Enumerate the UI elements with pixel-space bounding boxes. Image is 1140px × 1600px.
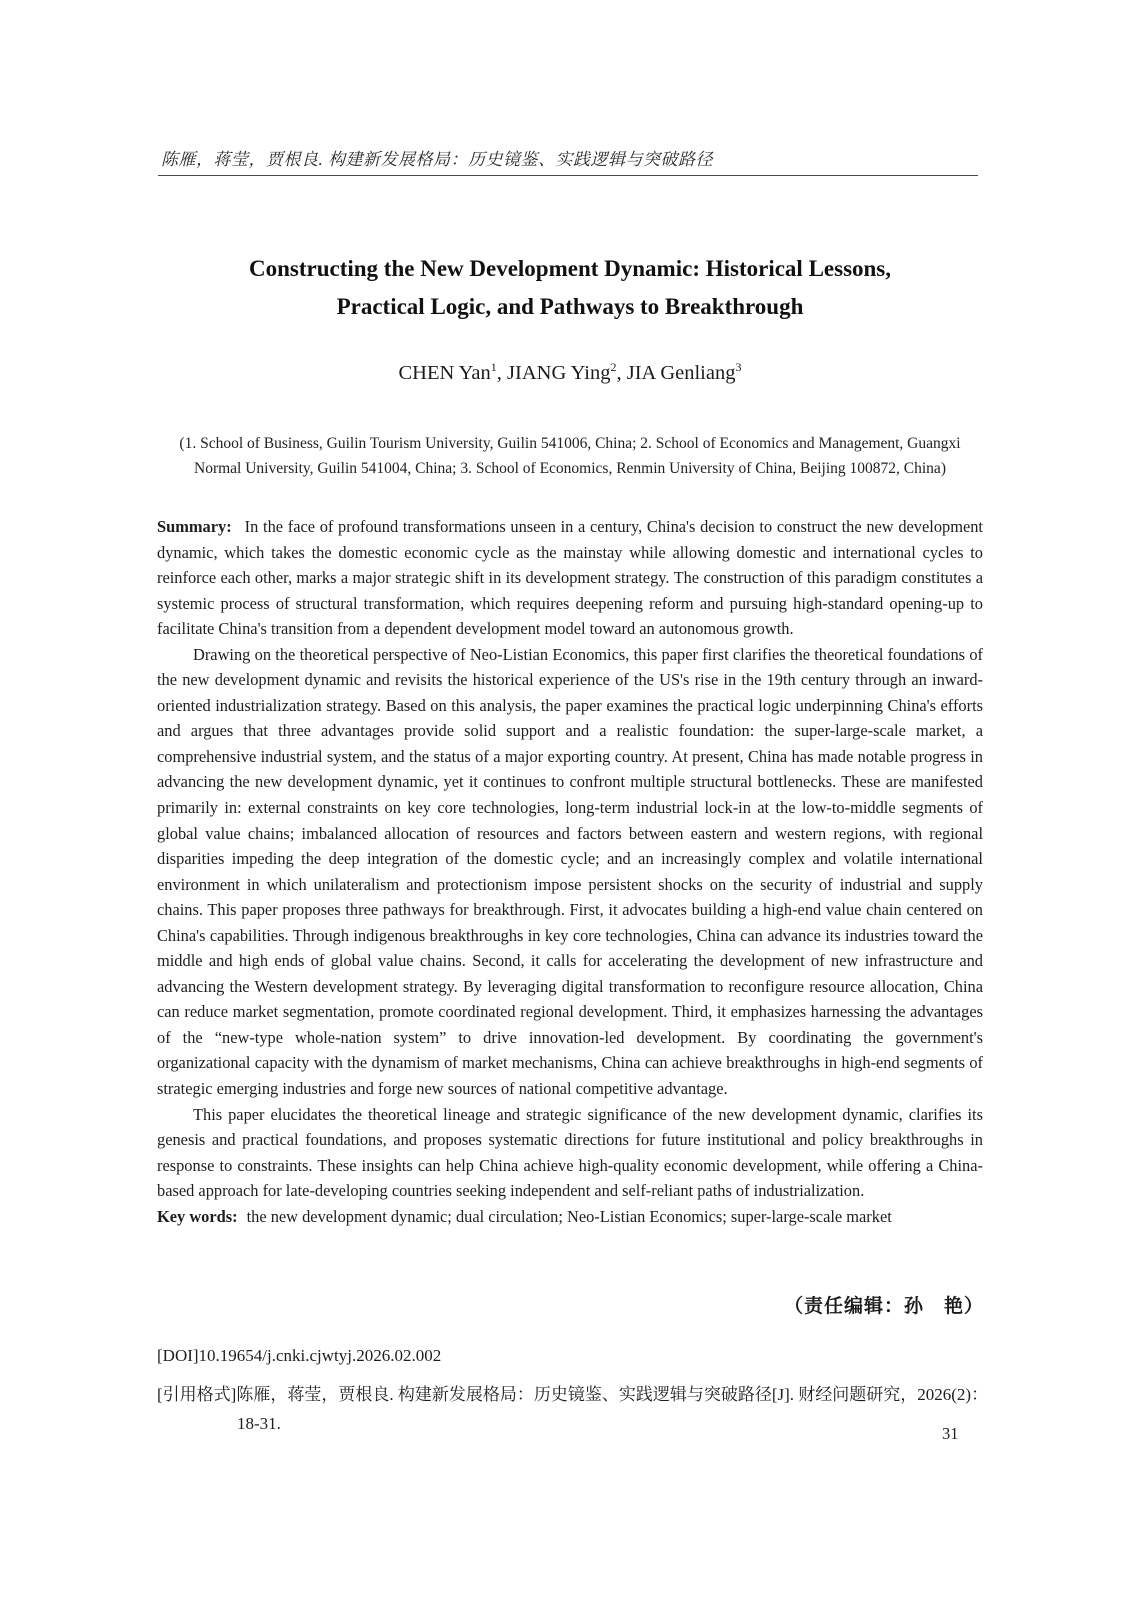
summary-paragraph-3 xyxy=(157,1102,983,1204)
citation-line-1: [引用格式]陈雁，蒋莹，贾根良. 构建新发展格局：历史镜鉴、实践逻辑与突破路径[J]. 财经问题研究，2026(2)： xyxy=(157,1385,989,1404)
author-1-separator: , xyxy=(496,361,508,384)
summary-paragraph-1 xyxy=(157,514,983,642)
author-2-affiliation-sup: 2 xyxy=(610,360,617,374)
author-3-name: JIA Genliang xyxy=(626,361,736,384)
header-rule xyxy=(158,175,978,176)
keywords-line xyxy=(157,1204,983,1230)
running-header: 陈雁，蒋莹，贾根良. 构建新发展格局：历史镜鉴、实践逻辑与突破路径 xyxy=(161,150,713,169)
article-title-line-2: Practical Logic, and Pathways to Breakthrough xyxy=(336,294,804,319)
author-3 xyxy=(627,362,742,384)
authors-line xyxy=(0,360,1140,385)
affiliation-line-1: (1. School of Business, Guilin Tourism University, Guilin 541006, China; 2. School of Economics and Management, Guangxi xyxy=(179,435,961,452)
author-2-separator: , xyxy=(616,361,627,384)
affiliation-line-2: Normal University, Guilin 541004, China; 3. School of Economics, Renmin University of China, Beijing 100872, China) xyxy=(194,460,946,477)
citation-line-2: 18-31. xyxy=(237,1414,281,1433)
author-1 xyxy=(399,362,508,384)
author-2-name: JIANG Ying xyxy=(507,361,611,384)
doi-line: [DOI]10.19654/j.cnki.cjwtyj.2026.02.002 xyxy=(157,1346,442,1365)
summary-label: Summary: xyxy=(157,517,232,536)
summary-paragraph-1-text: In the face of profound transformations unseen in a century, China's decision to construct the new development dynamic, which takes the domestic economic cycle as the mainstay while allowing domestic and international cycles to reinforce each other, marks a major strategic shift in its development strategy. The construction of this paradigm constitutes a systemic process of structural transformation, which requires deepening reform and pursuing high-standard opening-up to facilitate China's transition from a dependent development model toward an autonomous growth. xyxy=(157,517,983,639)
author-1-name: CHEN Yan xyxy=(398,361,491,384)
page-number: 31 xyxy=(942,1424,959,1443)
article-title-line-1: Constructing the New Development Dynamic: Historical Lessons, xyxy=(248,256,892,281)
keywords-label: Key words: xyxy=(157,1206,238,1226)
author-2 xyxy=(507,362,627,384)
abstract-block xyxy=(157,514,983,1229)
keywords-text: the new development dynamic; dual circulation; Neo-Listian Economics; super-large-scale market xyxy=(246,1206,892,1226)
article-title xyxy=(60,250,1080,326)
author-1-affiliation-sup: 1 xyxy=(490,360,497,374)
author-3-affiliation-sup: 3 xyxy=(735,360,742,374)
summary-paragraph-3-text: This paper elucidates the theoretical lineage and strategic significance of the new development dynamic, clarifies its genesis and practical foundations, and proposes systematic directions for future institutional and policy breakthroughs in response to constraints. These insights can help China achieve high-quality economic development, while offering a China-based approach for late-developing countries seeking independent and self-reliant paths of industrialization. xyxy=(157,1104,983,1201)
summary-paragraph-2 xyxy=(157,642,983,1102)
responsible-editor-note: （责任编辑：孙 艳） xyxy=(783,1296,984,1317)
affiliations xyxy=(140,431,1000,481)
summary-paragraph-2-text: Drawing on the theoretical perspective of Neo-Listian Economics, this paper first clarifies the theoretical foundations of the new development dynamic and revisits the historical experience of the US's rise in the 19th century through an inward-oriented industrialization strategy. Based on this analysis, the paper examines the practical logic underpinning China's efforts and argues that three advantages provide solid support and a realistic foundation: the super-large-scale market, a comprehensive industrial system, and the status of a major exporting country. At present, China has made notable progress in advancing the new development dynamic, yet it continues to confront multiple structural bottlenecks. These are manifested primarily in: external constraints on key core technologies, long-term industrial lock-in at the low-to-middle segments of global value chains; imbalanced allocation of resources and factors between eastern and western regions, with regional disparities impeding the deep integration of the domestic cycle; and an increasingly complex and volatile international environment in which unilateralism and protectionism impose persistent shocks on the security of industrial and supply chains. This paper proposes three pathways for breakthrough. First, it advocates building a high-end value chain centered on China's capabilities. Through indigenous breakthroughs in key core technologies, China can advance its industries toward the middle and high ends of global value chains. Second, it calls for accelerating the development of new infrastructure and advancing the Western development strategy. By leveraging digital transformation to reconfigure resource allocation, China can reduce market segmentation, promote coordinated regional development. Third, it emphasizes harnessing the advantages of the “new-type whole-nation system” to drive innovation-led development. By coordinating the government's organizational capacity with the dynamism of market mechanisms, China can achieve breakthroughs in high-end segments of strategic emerging industries and forge new sources of national competitive advantage. xyxy=(157,644,983,1099)
